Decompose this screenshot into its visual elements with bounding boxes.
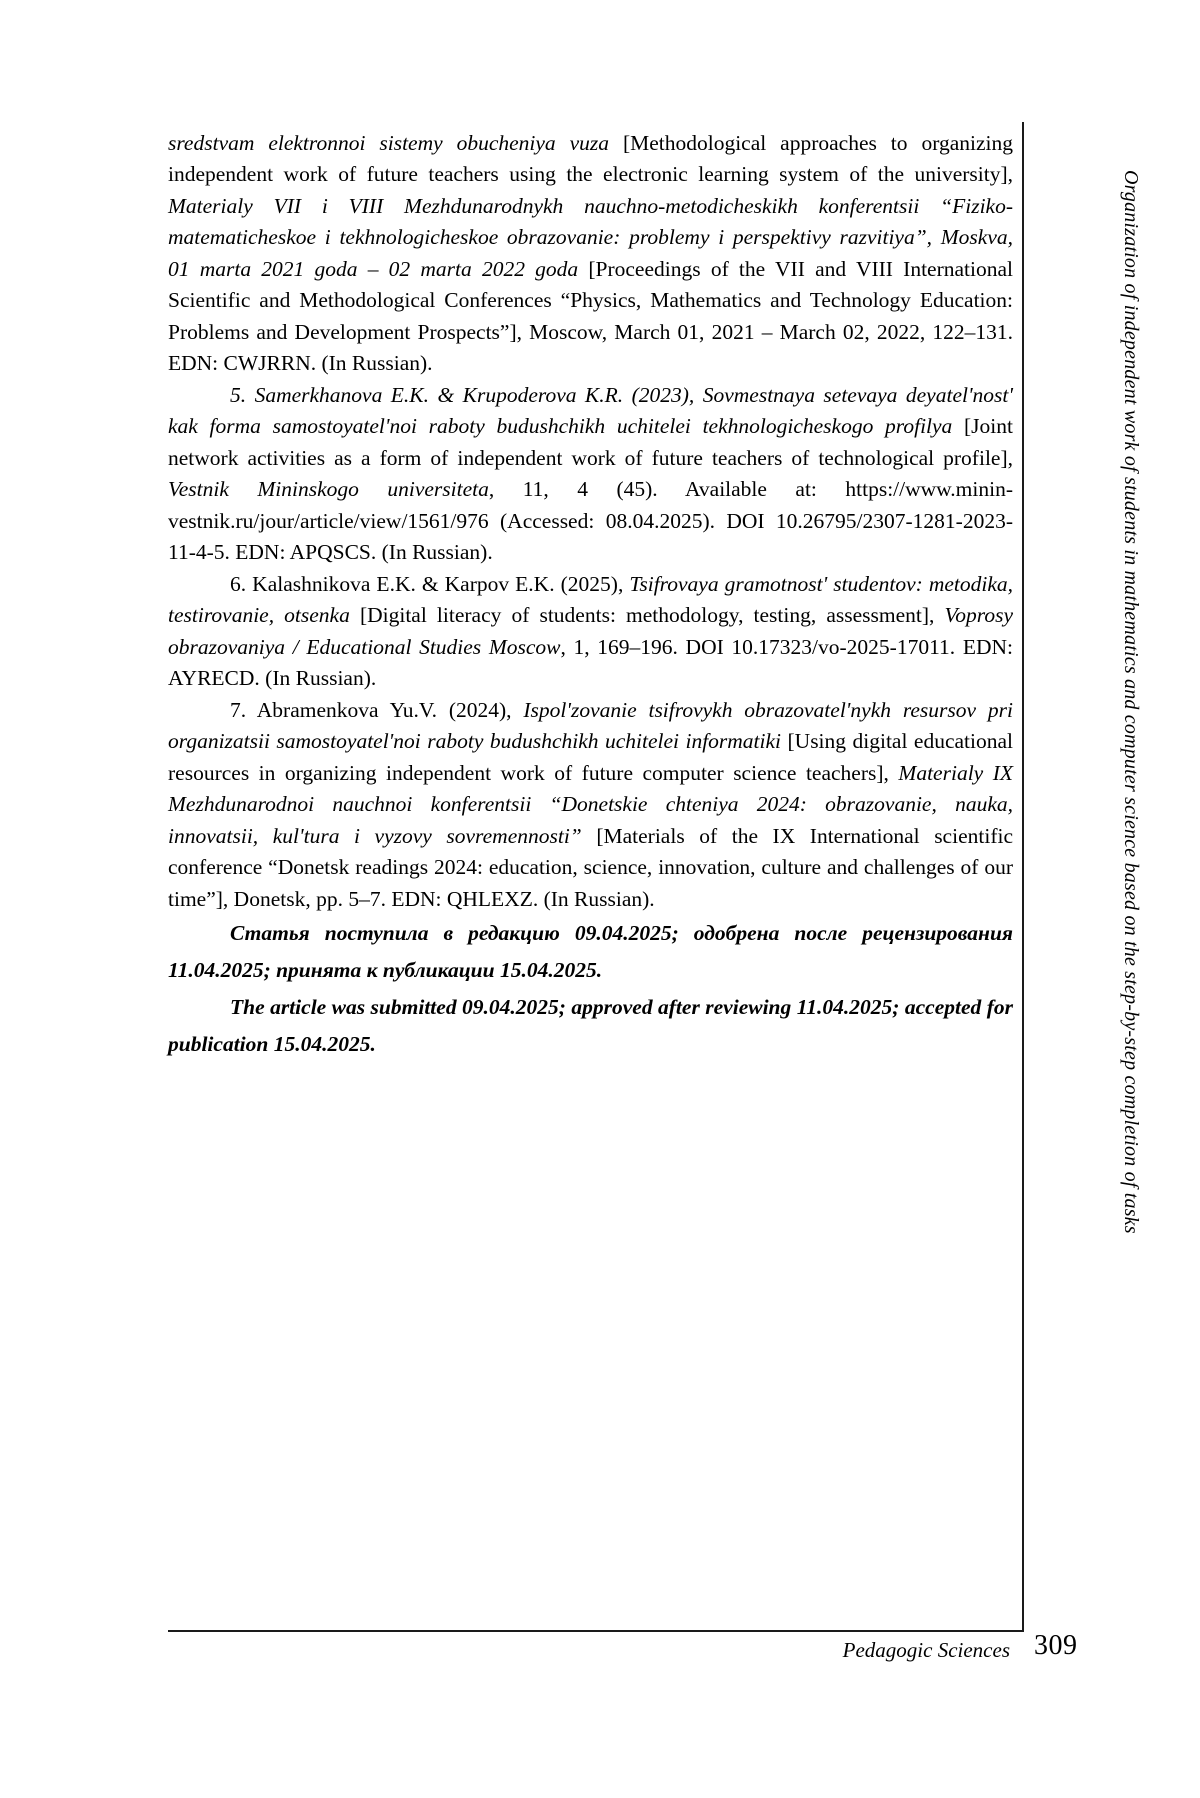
reference-item-5	[168, 380, 1013, 569]
reference-item-6-italic-head: Tsifrovaya gramotnost' studentov: metodika, testirovanie, otsenka	[168, 571, 1014, 628]
reference-item-5-roman-2: , 11, 4 (45). Available at: https://www.minin-vestnik.ru/jour/article/view/1561/976 (Accessed: 08.04.2025). DOI 10.26795/2307-1281-2023-11-4-5. EDN: APQSCS. (In Russian).	[168, 477, 1014, 565]
reference-list	[168, 128, 1013, 1063]
submission-note-russian: Статья поступила в редакцию 09.04.2025; одобрена после рецензирования 11.04.2025; принята к публикации 15.04.2025.	[168, 921, 1013, 983]
running-head: Organization of independent work of students in mathematics and computer science based on the step-by-step completion of tasks	[1120, 170, 1142, 1234]
running-head-container	[1112, 170, 1152, 1360]
reference-continued-italic-source: Materialy VII i VIII Mezhdunarodnykh nauchno-metodicheskikh konferentsii “Fiziko-matematicheskoe i tekhnologicheskoe obrazovanie: problemy i perspektivy razvitiya”, Moskva, 01 marta 2021 goda – 02 marta 2022 goda	[168, 193, 1013, 281]
reference-item-5-roman-1: [Joint network activities as a form of independent work of future teachers of technological profile],	[168, 414, 1013, 470]
reference-continued-translation-2: [Proceedings of the VII and VIII International Scientific and Methodological Conferences “Physics, Mathematics and Technology Education: Problems and Development Prospects”], Moscow, March 01, 2021 – March 02, 2022, 122–131. EDN: CWJRRN. (In Russian).	[168, 256, 1013, 376]
footer-divider	[168, 1630, 1022, 1632]
reference-item-6-roman-2: , 1, 169–196. DOI 10.17323/vo-2025-17011. EDN: AYRECD. (In Russian).	[168, 634, 1013, 691]
reference-item-7-roman-2: [Materials of the IX International scientific conference “Donetsk readings 2024: education, science, innovation, culture and challenges of our time”], Donetsk, pp. 5–7. EDN: QHLEXZ. (In Russian).	[168, 823, 1013, 911]
reference-item-7-roman-1: [Using digital educational resources in organizing independent work of future computer science teachers],	[168, 729, 1013, 785]
reference-item-7-roman-0: Abramenkova Yu.V. (2024),	[246, 697, 524, 722]
reference-item-6-italic-2: Voprosy obrazovaniya / Educational Studies Moscow	[168, 603, 1013, 659]
reference-item-6-number: 6.	[230, 571, 247, 596]
reference-item-7-italic-2: Materialy IX Mezhdunarodnoi nauchnoi konferentsii “Donetskie chteniya 2024: obrazovanie, nauka, innovatsii, kul'tura i vyzovy sovremennosti”	[168, 760, 1014, 848]
reference-item-5-italic-2: Vestnik Mininskogo universiteta	[168, 477, 489, 502]
reference-continued-translation-1: [Methodological approaches to organizing independent work of future teachers using the electronic learning system of the university],	[168, 131, 1013, 187]
reference-item-7-number: 7.	[230, 697, 247, 722]
reference-continued-italic-lead: sredstvam elektronnoi sistemy obucheniya vuza	[168, 131, 610, 155]
vertical-divider	[1022, 122, 1024, 1632]
reference-item-6-roman-1: [Digital literacy of students: methodology, testing, assessment],	[349, 603, 945, 628]
reference-continued	[168, 128, 1013, 380]
page-number: 309	[1034, 1630, 1078, 1661]
reference-item-6-roman-0: Kalashnikova E.K. & Karpov E.K. (2025),	[246, 571, 630, 596]
reference-item-7	[168, 695, 1013, 915]
footer-section-label: Pedagogic Sciences	[842, 1638, 1010, 1662]
reference-item-6	[168, 569, 1013, 695]
submission-note-english: The article was submitted 09.04.2025; approved after reviewing 11.04.2025; accepted for publication 15.04.2025.	[168, 995, 1013, 1057]
reference-item-5-italic-head: Samerkhanova E.K. & Krupoderova K.R. (2023), Sovmestnaya setevaya deyatel'nost' kak forma samostoyatel'noi raboty budushchikh uchitelei tekhnologicheskogo profilya	[168, 382, 1013, 439]
reference-item-5-number: 5.	[230, 382, 247, 407]
reference-item-7-italic-head: Ispol'zovanie tsifrovykh obrazovatel'nykh resursov pri organizatsii samostoyatel'noi raboty budushchikh uchitelei informatiki	[168, 697, 1013, 754]
